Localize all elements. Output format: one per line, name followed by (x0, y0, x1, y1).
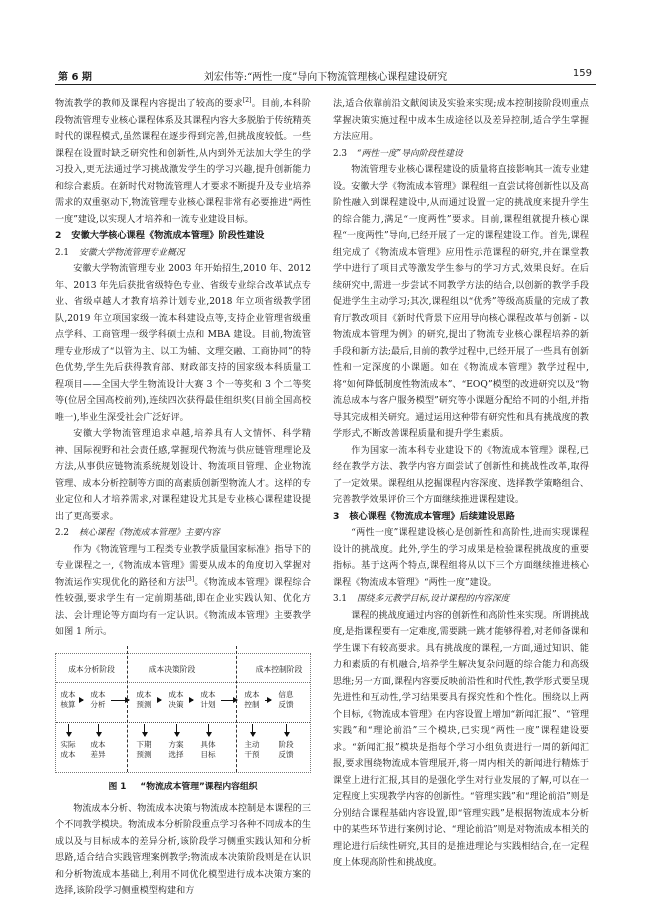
process-node (86, 690, 110, 710)
section-title: “两性一度”导向阶段性建设 (357, 148, 463, 159)
paragraph-2-1b: 安徽大学物流管理追求卓越,培养具有人文情怀、科学精神、国际视野和社会责任感,掌握现代物流与供应链管理理论及方法,从事供应链物流系统规划设计、物流项目管理、企业物流管理、成本分析控制等方面的高素质创新型物流人才。这样的专业定位和人才培养需求,对课程建设尤其是专业核心课程建设提出了更高要求。 (55, 429, 311, 522)
arrow-right-icon (221, 700, 237, 701)
paragraph-3a: “两性一度”课程建设核心是创新性和高阶性,进而实现课程设计的挑战度。此外,学生的学习成果是检验课程挑战度的重要指标。基于这两个特点,课程组将从以下三个方面继续推进核心课程《物流成本管理》“两性一度”建设。 (333, 528, 589, 588)
arrow-right-icon (81, 700, 83, 701)
node-text: 成本 (90, 739, 106, 749)
arrow-down-icon (176, 724, 177, 736)
section-number: 3.1 (333, 594, 347, 604)
stage-label: 成本分析阶段 (68, 664, 115, 674)
paragraph-2-2a (55, 542, 311, 641)
arrow-right-icon (111, 700, 129, 701)
arrow-right-icon (265, 700, 271, 701)
page-number: 159 (572, 68, 592, 79)
section-number: 2.3 (333, 148, 347, 159)
paragraph-text: 物流教学的教师及课程内容提出了较高的要求 (55, 99, 243, 109)
arrow-down-icon (68, 724, 69, 736)
node-text: 决策 (168, 699, 184, 709)
figure-caption (55, 779, 311, 795)
node-text: 目标 (200, 749, 216, 759)
node-text: 成本 (90, 689, 106, 699)
node-text: 阶段 (278, 739, 294, 749)
paragraph-2-1a: 安徽大学物流管理专业 2003 年开始招生,2010 年、2012 年、2013 年先后获批省级特色专业、省级专业综合改革试点专业、省级卓越人才教育培养计划专业,2018 年立项省级教学团队,2019 年立项国家级一流本科建设点等,支持企业管理省级重点学科、工商管理一级学科硕士点和 MBA 建设。目前,物流管理专业形成了“以管为主、以工为辅、文理交融、工商协同”的特色优势,学生先后获得教育部、财政部支持的国家级本科质量工程项目——全国大学生物流设计大赛 3 个一等奖和 3 个二等奖等(位居全国高校前列),连续四次获得最佳组织奖(目前全国高校唯一),毕业生深受社会广泛好评。 (55, 264, 311, 423)
output-node (274, 740, 298, 760)
section-number: 2.1 (55, 247, 69, 258)
node-text: 分析 (90, 699, 106, 709)
arrow-down-icon (252, 724, 253, 736)
section-heading-2-3 (333, 146, 589, 163)
section-title: 围绕多元教学目标,设计课程的内容深度 (357, 594, 510, 604)
section-heading-2 (55, 228, 311, 245)
section-number: 2.2 (55, 528, 69, 538)
paragraph-intro (55, 96, 311, 228)
section-title: 核心课程《物流成本管理》后续建设思路 (349, 510, 515, 522)
arrow-down-icon (98, 724, 99, 736)
node-text: 预测 (136, 749, 152, 759)
node-text: 差异 (90, 749, 106, 759)
node-text: 控制 (244, 699, 260, 709)
process-node (164, 690, 188, 710)
section-heading-3 (333, 509, 589, 526)
node-text: 成本 (244, 689, 260, 699)
node-text: 成本 (168, 689, 184, 699)
output-node (240, 740, 264, 760)
process-node (132, 690, 156, 710)
node-text: 具体 (200, 739, 216, 749)
output-node (164, 740, 188, 760)
process-node (274, 690, 298, 710)
section-title: 核心课程《物流成本管理》主要内容 (79, 528, 220, 538)
paragraph-3-1a: 课程的挑战度通过内容的创新性和高阶性来实现。所谓挑战度,是指课程要有一定难度,需要跳一跳才能够得着,对老师备课和学生课下有较高要求。具有挑战度的课程,一方面,通过知识、能力和素质的有机融合,培养学生解决复杂问题的综合能力和高级思维;另一方面,课程内容要反映前沿性和时代性,教学形式要呈现先进性和互动性,学习结果要具有探究性和个性化。围绕以上两个目标,《物流成本管理》在内容设置上增加“新闻汇报”、“管理实践”和“理论前沿”三个模块,已实现“两性一度”课程建设要求。“新闻汇报”模块是指每个学习小组负责进行一周的新闻汇报,要求围绕物流成本管理展开,将一周内相关的新闻进行精炼于课堂上进行汇报,其目的是强化学生对行业发展的了解,可以在一定程度上实现教学内容的创新性。“管理实践”和“理论前沿”则是分别结合课程基础内容设置,即“管理实践”是根据物流成本分析中的某些环节进行案例讨论、“理论前沿”则是对物流成本相关的理论进行后续性研究,其目的是推进理论与实践相结合,在一定程度上体现高阶性和挑战度。 (333, 610, 589, 868)
arrow-down-icon (144, 724, 145, 736)
process-node (240, 690, 264, 710)
section-heading-2-2 (55, 525, 311, 542)
output-node (196, 740, 220, 760)
arrow-down-icon (208, 724, 209, 736)
node-text: 方案 (168, 739, 184, 749)
node-text: 反馈 (278, 699, 294, 709)
node-text: 反馈 (278, 749, 294, 759)
node-text: 核算 (60, 699, 76, 709)
arrow-right-icon (157, 700, 161, 701)
figure-caption-text: “物流成本管理”课程内容组织 (140, 781, 258, 792)
stage-label: 成本控制阶段 (255, 664, 303, 674)
node-text: 成本 (136, 689, 152, 699)
left-column (55, 96, 311, 900)
output-node (132, 740, 156, 760)
section-title: 安徽大学物流管理专业概况 (79, 247, 185, 258)
section-heading-3-1 (333, 591, 589, 608)
output-node (86, 740, 110, 760)
arrow-down-icon (286, 724, 287, 736)
node-text: 预测 (136, 699, 152, 709)
section-title: 安徽大学核心课程《物流成本管理》阶段性建设 (71, 230, 265, 241)
process-node (56, 690, 80, 710)
section-number: 2 (55, 230, 62, 241)
running-header (55, 66, 596, 85)
paragraph-text: 作为《物流管理与工程类专业教学质量国家标准》指导下的专业课程之一,《物流成本管理》需要从成本的角度切入掌握对物流运作实现优化的路径和方法 (55, 544, 311, 588)
figure-course-content (55, 653, 311, 773)
node-text: 计划 (200, 699, 216, 709)
paragraph-after-figure: 物流成本分析、物流成本决策与物流成本控制是本课程的三个不同教学模块。物流成本分析阶段重点学习各种不同成本的生成以及与目标成本的差异分析,该阶段学习侧重实践认知和分析思路,适合结合实践管理案例教学;物流成本决策阶段则是在认识和分析物流成本基础上,利用不同优化模型进行成本决策方案的选择,该阶段学习侧重模型构建和方 (55, 803, 311, 896)
figure-number: 图 1 (108, 781, 127, 792)
stage-label: 成本决策阶段 (148, 664, 196, 674)
stage-divider (236, 646, 237, 772)
section-number: 3 (333, 510, 340, 522)
section-heading-2-1 (55, 245, 311, 262)
node-text: 成本 (60, 749, 76, 759)
issue-number: 第 6 期 (58, 72, 92, 83)
citation-ref: [3] (185, 575, 195, 583)
arrow-right-icon (189, 700, 193, 701)
output-node (56, 740, 80, 760)
right-column (333, 96, 589, 872)
running-title: 刘宏伟等:“两性一度”导向下物流管理核心课程建设研究 (203, 72, 448, 83)
node-text: 选择 (168, 749, 184, 759)
paragraph-continued: 法,适合依靠前沿文献阅读及实验来实现;成本控制接阶段则重点掌握决策实施过程中成本生成途径以及差异控制,适合学生掌握方法应用。 (333, 99, 589, 142)
node-text: 实际 (60, 739, 76, 749)
paragraph-2-3b: 作为国家一流本科专业建设下的《物流成本管理》课程,已经在教学方法、教学内容方面尝试了创新性和挑战性改革,取得了一定效果。课程组从挖掘课程内容深度、选择教学策略组合、完善教学效果评价三个方面继续推进课程建设。 (333, 445, 589, 505)
paragraph-2-3a: 物流管理专业核心课程建设的质量将直接影响其一流专业建设。安徽大学《物流成本管理》课程组一直尝试将创新性以及高阶性融入到课程建设中,从而通过设置一定的挑战度来提升学生的综合能力,满足“一度两性”要求。目前,课程组就提升核心课程“一度两性”导向,已经开展了一定的课程建设工作。首先,课程组完成了《物流成本管理》应用性示范课程的研究,并在课堂教学中进行了项目式等激发学生参与的学习方式,效果良好。在后续研究中,需进一步尝试不同教学方法的结合,以创新的教学手段促进学生主动学习;其次,课程组以“优秀”等级高质量的完成了教育厅教改项目《新时代背景下应用导向核心课程改革与创新 - 以物流成本管理为例》的研究,提出了物流专业核心课程培养的新手段和新方法;最后,目前的教学过程中,已经开展了一些具有创新性和一定深度的小课题。如在《物流成本管理》教学过程中,将“如何降低制度性物流成本”、“EOQ”模型的改进研究以及“物流总成本与客户服务模型”研究等小课题分配给不同的小组,并指导其完成相关研究。通过运用这种带有研究性和具有挑战度的教学形式,不断改善课程质量和提升学生素质。 (333, 165, 589, 439)
paragraph-text: 。《物流成本管理》课程综合性较强,要求学生有一定前期基础,即在企业实践认知、优化方法、会计理论等方面均有一定认识。《物流成本管理》主要教学如图 1 所示。 (55, 577, 311, 637)
process-node (196, 690, 220, 710)
node-text: 干预 (244, 749, 260, 759)
node-text: 下期 (136, 739, 152, 749)
node-text: 成本 (60, 689, 76, 699)
node-text: 信息 (278, 689, 294, 699)
node-text: 主动 (244, 739, 260, 749)
citation-ref: [2] (242, 96, 252, 104)
node-text: 成本 (200, 689, 216, 699)
paragraph-text: 。目前,本科阶段物流管理专业核心课程体系及其课程内容大多脱胎于传统精英时代的课程模式,虽然课程在逐步得到完善,但挑战度较低。一些课程在设置时缺乏研究性和创新性,从内到外无法加大学生的学习投入,更无法通过学习挑战激发学生的学习兴趣,提升创新能力和综合素质。在新时代对物流管理人才要求不断提升及专业培养需求的双重驱动下,物流管理专业核心课程非常有必要推进“两性一度”建设,以实现人才培养和一流专业建设目标。 (55, 99, 311, 225)
